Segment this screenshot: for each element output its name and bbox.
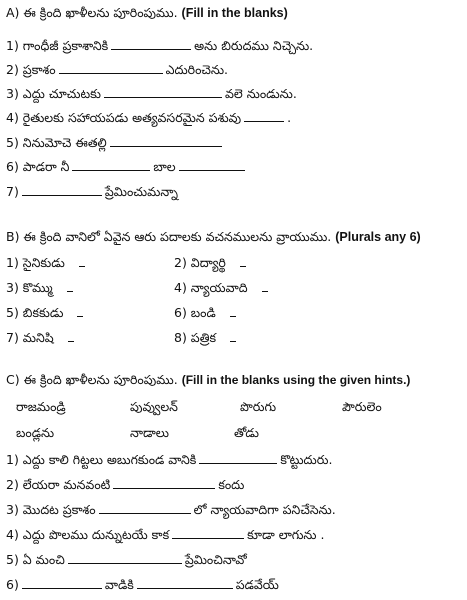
c-item-2 [6, 477, 244, 496]
c-item-2-pre: 2) లేయరా మనవంటి [6, 477, 111, 492]
a-item-7-pre: 7) [6, 184, 19, 199]
c-item-3 [6, 502, 336, 521]
section-a-title-en: (Fill in the blanks) [181, 6, 288, 20]
plural-word-4-blank[interactable] [262, 291, 268, 292]
hint-word: రాజమండ్రి [16, 399, 66, 414]
section-c-title-te: C) ఈ క్రింది ఖాళీలను పూరింపుము. [6, 372, 178, 387]
c-item-6-post: పడవేయ్ [235, 577, 279, 592]
plural-word-1 [6, 255, 85, 274]
c-item-2-blank[interactable] [113, 487, 215, 489]
plural-word-6 [174, 305, 236, 324]
plural-word-1-blank[interactable] [79, 266, 85, 267]
a-item-6-pre: 6) పాడరా నీ [6, 159, 70, 174]
plural-word-7-blank[interactable] [68, 341, 74, 342]
plural-word-2 [174, 255, 246, 274]
a-item-7-post: ప్రేమించుమన్నా [104, 184, 178, 199]
plural-word-5-text: 5) బికకుడు [6, 305, 64, 320]
a-item-7-blank[interactable] [22, 194, 102, 196]
hint-word: తోడు [234, 425, 259, 440]
plural-word-5-blank[interactable] [77, 316, 83, 317]
c-item-5-blank[interactable] [68, 562, 182, 564]
a-item-2-post: ఎదురించెను. [165, 62, 228, 77]
a-item-1-post: అను బిరుదము నిచ్చెను. [194, 38, 314, 53]
plural-word-6-text: 6) బండి [174, 305, 216, 320]
plural-word-8 [174, 330, 236, 349]
a-item-2-blank[interactable] [59, 72, 163, 74]
plural-word-8-blank[interactable] [230, 341, 236, 342]
c-item-2-post: కందు [218, 477, 245, 492]
plural-word-7-text: 7) మనిషి [6, 330, 54, 345]
section-c-title-en: (Fill in the blanks using the given hints.) [181, 373, 411, 387]
c-item-6-blank-1[interactable] [22, 587, 102, 589]
a-item-3-pre: 3) ఎద్దు చూచుటకు [6, 86, 101, 101]
plural-word-4-text: 4) న్యాయవాది [174, 280, 248, 295]
section-a-heading [6, 5, 288, 24]
c-item-3-blank[interactable] [99, 512, 191, 514]
a-item-2-pre: 2) ప్రకాశం [6, 62, 56, 77]
a-item-4-post: . [287, 110, 292, 125]
hint-word: నాడాలు [130, 425, 169, 440]
plural-word-3-text: 3) కొమ్ము [6, 280, 53, 295]
section-b-heading [6, 229, 421, 248]
hint-word: పొరుగు [240, 399, 277, 414]
a-item-5-pre: 5) నినుమోచె ఈతల్లి [6, 135, 107, 150]
section-c-heading [6, 372, 410, 391]
c-item-3-pre: 3) మొదట ప్రకాశం [6, 502, 96, 517]
c-item-5-post: ప్రేమించినావో [184, 552, 247, 567]
plural-word-4 [174, 280, 268, 299]
plural-word-3 [6, 280, 73, 299]
a-item-1-pre: 1) గాంధీజీ ప్రకాశానికి [6, 38, 109, 53]
plural-word-7 [6, 330, 74, 349]
c-item-3-post: లో న్యాయవాదిగా పనిచేసెను. [193, 502, 336, 517]
c-item-1 [6, 452, 332, 471]
hint-word: పువ్వులన్ [130, 399, 178, 414]
c-item-4-blank[interactable] [172, 537, 244, 539]
section-a-title-te: A) ఈ క్రింది ఖాళీలను పూరింపుము. [6, 5, 178, 20]
c-item-1-blank[interactable] [199, 462, 277, 464]
c-item-5 [6, 552, 247, 571]
plural-word-3-blank[interactable] [67, 291, 73, 292]
plural-word-8-text: 8) పత్రిక [174, 330, 216, 345]
c-item-6-blank-2[interactable] [137, 587, 233, 589]
c-item-4-post: కూడా లాగును . [247, 527, 325, 542]
c-item-4-pre: 4) ఎద్దు పొలము దున్నుటయే కాక [6, 527, 170, 542]
hint-word: బండ్లను [16, 425, 55, 440]
a-item-6-blank-2[interactable] [179, 169, 245, 171]
plural-word-6-blank[interactable] [230, 316, 236, 317]
c-item-4 [6, 527, 324, 546]
a-item-6-blank-1[interactable] [72, 169, 150, 171]
plural-word-2-blank[interactable] [240, 266, 246, 267]
a-item-1 [6, 38, 313, 57]
a-item-5 [6, 135, 225, 154]
a-item-3-blank[interactable] [104, 96, 222, 98]
c-item-1-post: కొట్టుదురు. [280, 452, 333, 467]
a-item-4-blank[interactable] [244, 120, 284, 122]
section-b-title-en: (Plurals any 6) [335, 230, 421, 244]
c-item-1-pre: 1) ఎద్దు కాలి గిట్టలు అబుగకుండ వానికి [6, 452, 197, 467]
a-item-4 [6, 110, 291, 129]
c-item-6-pre: 6) [6, 577, 19, 592]
plural-word-1-text: 1) సైనికుడు [6, 255, 65, 270]
c-item-6 [6, 577, 279, 596]
hint-word: పౌరులెం [342, 399, 382, 414]
a-item-3-post: వలె నుండును. [225, 86, 297, 101]
a-item-6 [6, 159, 248, 178]
a-item-6-mid: బాల [153, 159, 176, 174]
c-item-5-pre: 5) ఏ మంచి [6, 552, 65, 567]
plural-word-5 [6, 305, 83, 324]
a-item-5-blank[interactable] [110, 145, 222, 147]
plural-word-2-text: 2) విద్యార్థి [174, 255, 226, 270]
c-item-6-mid: వాడికి [104, 577, 134, 592]
section-b-title-te: B) ఈ క్రింది వానిలో ఏవైన ఆరు పదాలకు వచనములను వ్రాయుము. [6, 229, 332, 244]
a-item-2 [6, 62, 228, 81]
a-item-3 [6, 86, 297, 105]
a-item-7 [6, 184, 178, 203]
a-item-4-pre: 4) రైతులకు సహాయపడు అత్యవసరమైన పశువు [6, 110, 242, 125]
a-item-1-blank[interactable] [111, 48, 191, 50]
